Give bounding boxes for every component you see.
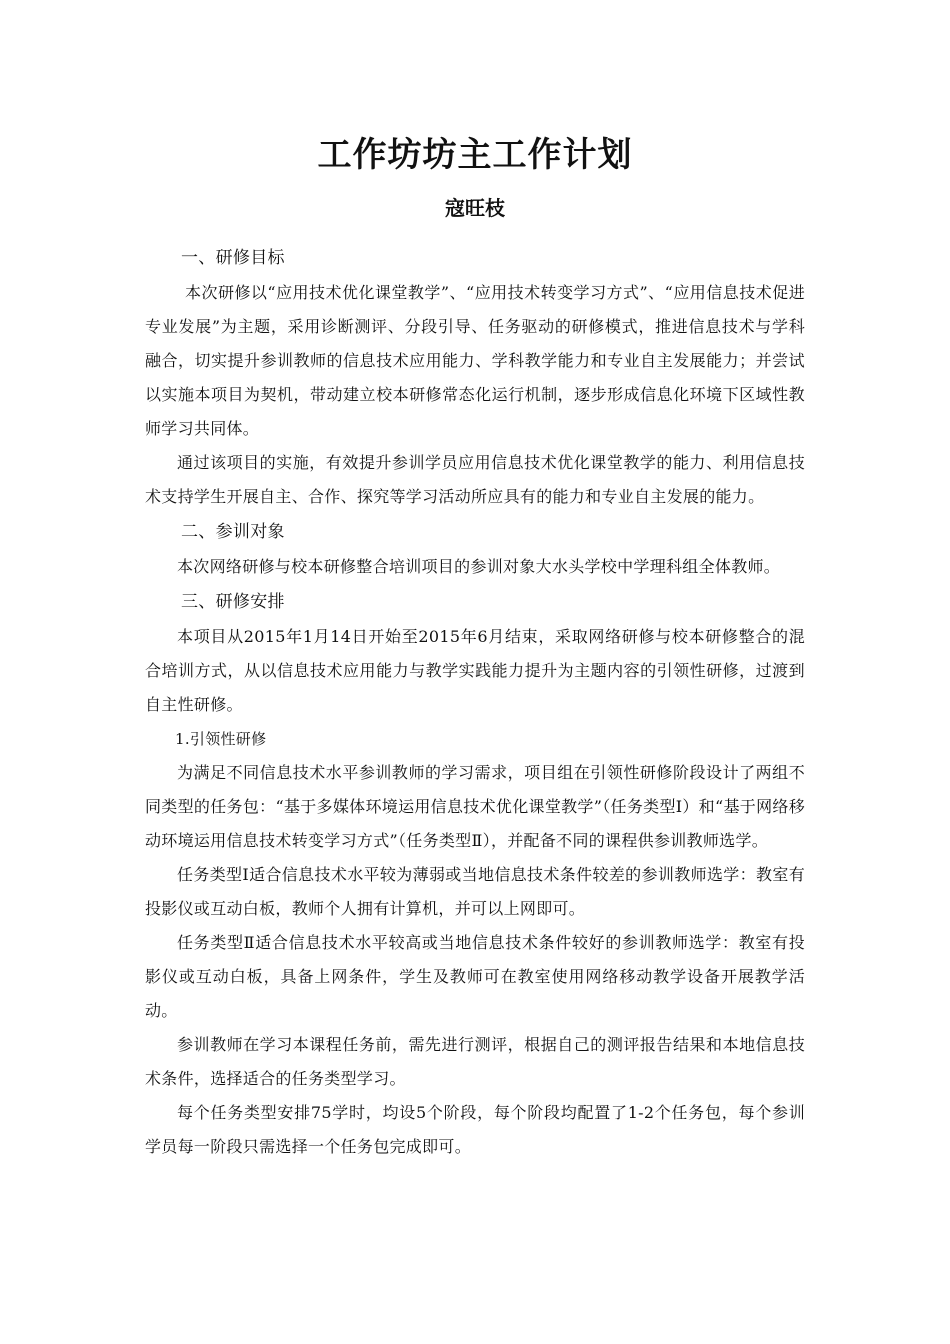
- document-body: [145, 240, 805, 1164]
- subsection-heading-guided-study: 1.引领性研修: [175, 730, 267, 748]
- section-heading-arrangement: 三、研修安排: [181, 592, 285, 612]
- paragraph: 每个任务类型安排75学时，均设5个阶段，每个阶段均配置了1-2个任务包，每个参训学员每一阶段只需选择一个任务包完成即可。: [145, 1103, 805, 1156]
- section-heading-participants: 二、参训对象: [181, 522, 285, 542]
- paragraph: 参训教师在学习本课程任务前，需先进行测评，根据自己的测评报告结果和本地信息技术条件，选择适合的任务类型学习。: [145, 1035, 805, 1088]
- paragraph: 任务类型Ⅱ适合信息技术水平较高或当地信息技术条件较好的参训教师选学：教室有投影仪或互动白板，具备上网条件，学生及教师可在教室使用网络移动教学设备开展教学活动。: [145, 933, 805, 1020]
- paragraph: 本次研修以“应用技术优化课堂教学”、“应用技术转变学习方式”、“应用信息技术促进专业发展”为主题，采用诊断测评、分段引导、任务驱动的研修模式，推进信息技术与学科融合，切实提升参训教师的信息技术应用能力、学科教学能力和专业自主发展能力；并尝试以实施本项目为契机，带动建立校本研修常态化运行机制，逐步形成信息化环境下区域性教师学习共同体。: [145, 283, 805, 438]
- section-heading-goals: 一、研修目标: [181, 248, 285, 268]
- document-author: 寇旺枝: [445, 196, 505, 220]
- paragraph: 任务类型Ⅰ适合信息技术水平较为薄弱或当地信息技术条件较差的参训教师选学：教室有投影仪或互动白板，教师个人拥有计算机，并可以上网即可。: [145, 865, 805, 918]
- paragraph: 为满足不同信息技术水平参训教师的学习需求，项目组在引领性研修阶段设计了两组不同类型的任务包：“基于多媒体环境运用信息技术优化课堂教学”（任务类型Ⅰ）和“基于网络移动环境运用信息技术转变学习方式”（任务类型Ⅱ），并配备不同的课程供参训教师选学。: [145, 763, 805, 850]
- paragraph: 本项目从2015年1月14日开始至2015年6月结束，采取网络研修与校本研修整合的混合培训方式，从以信息技术应用能力与教学实践能力提升为主题内容的引领性研修，过渡到自主性研修。: [145, 627, 805, 714]
- paragraph: 本次网络研修与校本研修整合培训项目的参训对象大水头学校中学理科组全体教师。: [177, 557, 781, 576]
- paragraph: 通过该项目的实施，有效提升参训学员应用信息技术优化课堂教学的能力、利用信息技术支持学生开展自主、合作、探究等学习活动所应具有的能力和专业自主发展的能力。: [145, 453, 805, 506]
- document-title: 工作坊坊主工作计划: [317, 135, 633, 175]
